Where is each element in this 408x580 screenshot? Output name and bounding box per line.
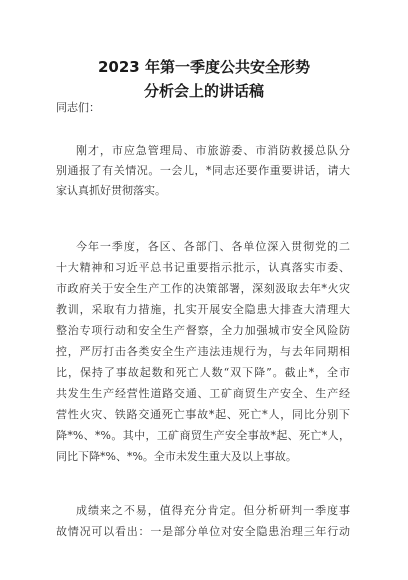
title-line-2: 分析会上的讲话稿 — [143, 82, 264, 100]
paragraph-2-line-8: 共发生生产经营性道路交通、工矿商贸生产安全、生产经 — [56, 387, 350, 400]
paragraph-2-line-11: 同比下降*%、*%。全市未发生重大及以上事故。 — [56, 450, 297, 463]
paragraph-2-line-4: 教训，采取有力措施，扎实开展安全隐患大排查大清理大 — [56, 303, 350, 316]
paragraph-2-line-10: 降*%、*%。其中，工矿商贸生产安全事故*起、死亡*人， — [56, 429, 350, 442]
paragraph-2-line-9: 营性火灾、铁路交通死亡事故*起、死亡*人，同比分别下 — [56, 408, 350, 421]
paragraph-2-line-1: 今年一季度，各区、各部门、各单位深入贯彻党的二 — [76, 240, 350, 253]
paragraph-2-line-6: 控，严厉打击各类安全生产违法违规行为，与去年同期相 — [56, 345, 350, 358]
paragraph-2-line-3: 市政府关于安全生产工作的决策部署，深刻汲取去年*火灾 — [56, 282, 350, 295]
paragraph-1-line-3: 家认真抓好贯彻落实。 — [56, 184, 166, 197]
paragraph-3-line-1: 成绩来之不易，值得充分肯定。但分析研判一季度事 — [76, 504, 350, 517]
paragraph-2-line-2: 十大精神和习近平总书记重要指示批示，认真落实市委、 — [56, 261, 350, 274]
paragraph-2-line-7: 比，保持了事故起数和死亡人数“双下降”。截止*，全市 — [56, 366, 350, 379]
title-line-1: 2023 年第一季度公共安全形势 — [98, 58, 310, 76]
paragraph-2-line-5: 整治专项行动和安全生产督察，全力加强城市安全风险防 — [56, 324, 350, 337]
paragraph-3-line-2: 故情况可以看出：一是部分单位对安全隐患治理三年行动 — [56, 525, 350, 538]
paragraph-1-line-2: 别通报了有关情况。一会儿，*同志还要作重要讲话，请大 — [56, 164, 350, 177]
salutation: 同志们： — [56, 101, 100, 114]
paragraph-1-line-1: 刚才，市应急管理局、市旅游委、市消防救援总队分 — [76, 144, 350, 157]
